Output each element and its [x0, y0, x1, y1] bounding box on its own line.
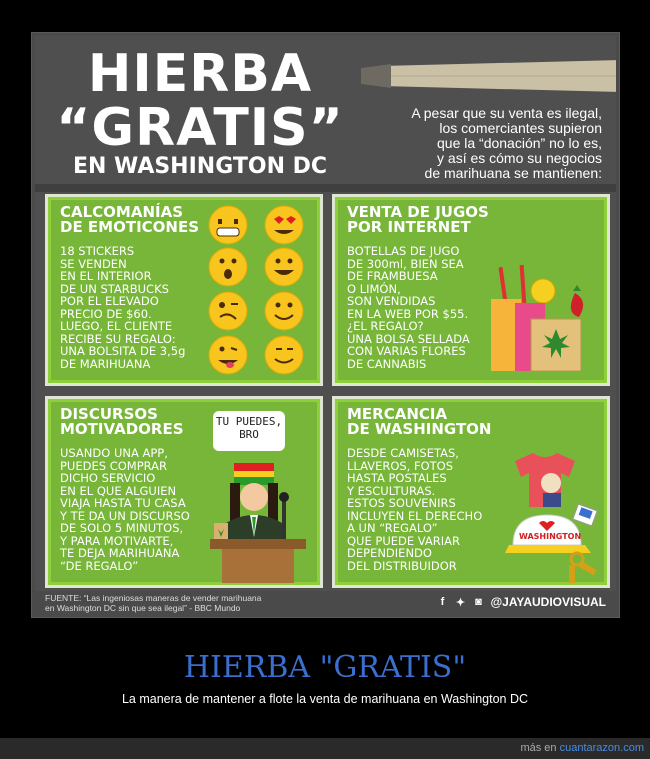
juice-bottles-icon [487, 263, 599, 375]
emoji-stickers-icon [200, 203, 312, 379]
card-title-line: DE EMOTICONES [60, 218, 200, 236]
card-emoticon-stickers [45, 194, 323, 386]
body-line: PRECIO DE $60. [60, 306, 152, 321]
intro-text [362, 106, 602, 181]
source-note [45, 593, 261, 613]
card-body [347, 245, 470, 370]
body-line: Y TE DA UN DISCURSO [60, 508, 190, 523]
body-line: INCLUYEN EL DERECHO [347, 508, 483, 523]
intro-line: y así es cómo su negocios [437, 150, 602, 166]
card-title [60, 407, 184, 437]
bottom-bar [0, 738, 650, 759]
body-line: QUE PUEDE VARIAR [347, 533, 461, 548]
card-title [347, 407, 491, 437]
body-line: POR EL ELEVADO [60, 294, 159, 308]
body-line: USANDO UNA APP, [60, 446, 168, 460]
twitter-icon: ✦ [455, 596, 466, 609]
card-body [60, 245, 185, 370]
poster-title-line3: EN WASHINGTON DC [72, 154, 328, 179]
card-title-line: POR INTERNET [347, 218, 471, 236]
body-line: SE VENDEN [60, 256, 127, 271]
body-line: RECIBE SU REGALO: [60, 331, 176, 346]
speech-line: TU PUEDES, [215, 415, 283, 428]
body-line: DEL DISTRIBUIDOR [347, 558, 457, 573]
body-line: LLAVEROS, FOTOS [347, 458, 454, 473]
intro-line: de marihuana se mantienen: [424, 165, 602, 181]
body-line: VIAJA HASTA TU CASA [60, 496, 186, 510]
body-line: DE MARIHUANA [60, 356, 151, 371]
card-washington-merch [332, 396, 610, 588]
body-line: DICHO SERVICIO [60, 471, 156, 485]
divider-band [35, 184, 616, 192]
source-line: FUENTE: “Las ingeniosas maneras de vender marihuana [45, 593, 262, 603]
body-line: LUEGO, EL CLIENTE [60, 319, 173, 333]
card-title-line: DISCURSOS [60, 405, 158, 423]
card-body [60, 447, 190, 572]
body-line: DE UN STARBUCKS [60, 281, 169, 296]
speech-line: BRO [239, 428, 259, 441]
body-line: EN LA WEB POR $55. [347, 306, 469, 321]
joint-illustration [361, 58, 616, 94]
body-line: PUEDES COMPRAR [60, 458, 168, 473]
body-line: Y PARA MOTIVARTE, [60, 533, 174, 548]
body-line: UNA BOLSITA DE 3,5g [60, 344, 186, 358]
body-line: ¿EL REGALO? [347, 319, 424, 333]
card-motivational-speeches [45, 396, 323, 588]
infographic-poster [35, 36, 616, 614]
card-title [347, 205, 489, 235]
poster-footer [35, 591, 616, 614]
infographic-frame [31, 32, 620, 618]
body-line: “DE REGALO” [60, 558, 139, 573]
body-line: BOTELLAS DE JUGO [347, 244, 460, 258]
intro-line: A pesar que su venta es ilegal, [411, 105, 602, 121]
intro-line: que la “donación” no lo es, [437, 135, 602, 151]
more-prefix: más en [520, 742, 557, 754]
body-line: DE 300ml, BIEN SEA [347, 256, 464, 271]
body-line: UNA BOLSA SELLADA [347, 331, 470, 346]
body-line: TE DEJA MARIHUANA [60, 546, 180, 560]
body-line: 18 STICKERS [60, 244, 135, 258]
body-line: DE SOLO 5 MINUTOS, [60, 521, 184, 535]
card-title [60, 205, 199, 235]
card-title-line: MOTIVADORES [60, 420, 184, 438]
body-line: CON VARIAS FLORES [347, 344, 466, 358]
body-line: SON VENDIDAS [347, 294, 436, 308]
body-line: A UN “REGALO” [347, 521, 438, 535]
card-title-line: MERCANCIA [347, 405, 448, 423]
poster-title-line2: “GRATIS” [56, 98, 344, 158]
body-line: ESTOS SOUVENIRS [347, 496, 456, 510]
card-body [347, 447, 482, 572]
cap-text: WASHINGTON [519, 532, 582, 541]
body-line: Y ESCULTURAS. [347, 483, 436, 498]
card-juice-sales [332, 194, 610, 386]
post-subtitle: La manera de mantener a flote la venta de marihuana en Washington DC [121, 692, 529, 706]
social-handle: @JAYAUDIOVISUAL [490, 595, 606, 609]
facebook-icon: f [440, 596, 445, 608]
body-line: EN EL QUE ALGUIEN [60, 483, 177, 498]
body-line: HASTA POSTALES [347, 471, 447, 485]
body-line: DEPENDIENDO [347, 546, 432, 560]
more-link-container [520, 742, 644, 754]
card-title-line: DE WASHINGTON [347, 420, 492, 438]
instagram-icon: ◙ [475, 596, 482, 608]
source-line: en Washington DC sin que sea ilegal” - BBC Mundo [45, 603, 241, 613]
card-title-line: VENTA DE JUGOS [347, 203, 489, 221]
body-line: DESDE CAMISETAS, [347, 446, 459, 460]
souvenirs-icon [505, 447, 609, 587]
card-title-line: CALCOMANÍAS [60, 203, 184, 221]
body-line: EN EL INTERIOR [60, 269, 152, 283]
intro-line: los comerciantes supieron [439, 120, 602, 136]
body-line: DE FRAMBUESA [347, 269, 438, 283]
post-title: HIERBA "GRATIS" [183, 650, 467, 685]
site-link[interactable]: cuantarazon.com [559, 742, 644, 754]
speaker-at-podium-icon [200, 453, 320, 585]
body-line: DE CANNABIS [347, 356, 427, 371]
poster-title-line1: HIERBA [87, 44, 313, 104]
social-handles [436, 595, 606, 609]
speech-bubble [213, 411, 285, 451]
body-line: O LIMÓN, [347, 281, 401, 296]
